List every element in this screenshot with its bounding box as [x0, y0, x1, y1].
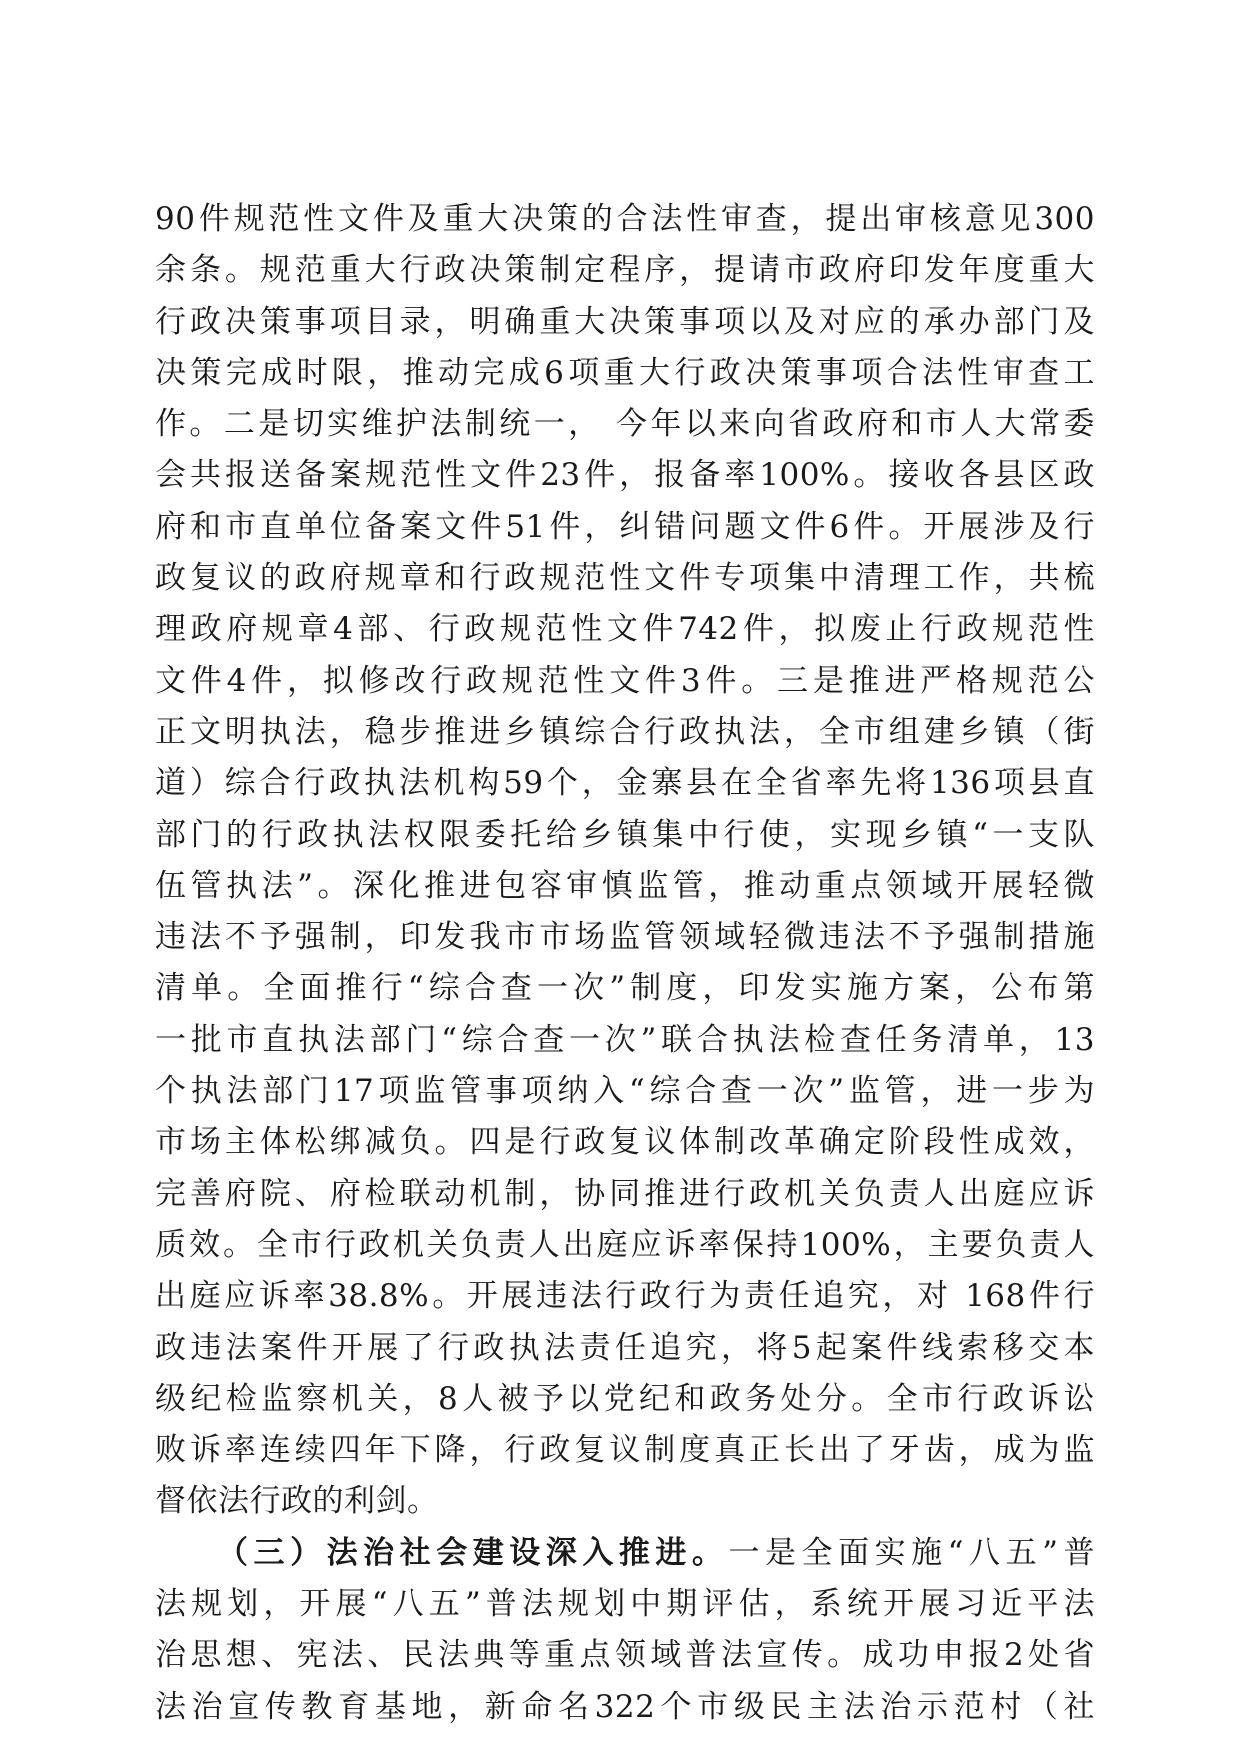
text-line: 会共报送备案规范性文件23件，报备率100%。接收各县区政: [155, 457, 1095, 494]
text-line: 部门的行政执法权限委托给乡镇集中行使，实现乡镇“一支队: [155, 816, 1095, 853]
text-line: 质效。全市行政机关负责人出庭应诉率保持100%，主要负责人: [155, 1226, 1095, 1263]
text-line: 完善府院、府检联动机制，协同推进行政机关负责人出庭应诉: [155, 1175, 1095, 1212]
text-line: 违法不予强制，印发我市市场监管领域轻微违法不予强制措施: [155, 919, 1095, 956]
text-line: 道）综合行政执法机构59个，金寨县在全省率先将136项县直: [155, 765, 1095, 802]
text-line: 法治宣传教育基地，新命名322个市级民主法治示范村（社: [155, 1688, 1095, 1725]
text-line: 出庭应诉率38.8%。开展违法行政行为责任追究，对 168件行: [155, 1278, 1095, 1315]
section-heading: （三）法治社会建设深入推进。: [217, 1534, 729, 1571]
text-fragment: 一是全面实施“八五”普: [728, 1534, 1095, 1571]
text-line: 督依法行政的利剑。: [155, 1483, 439, 1520]
text-line: 府和市直单位备案文件51件，纠错问题文件6件。开展涉及行: [155, 508, 1095, 545]
text-line: 政复议的政府规章和行政规范性文件专项集中清理工作，共梳: [155, 560, 1095, 597]
text-line: 文件4件，拟修改行政规范性文件3件。三是推进严格规范公: [155, 662, 1095, 699]
text-line: 法规划，开展“八五”普法规划中期评估，系统开展习近平法: [155, 1586, 1095, 1623]
text-line: 政违法案件开展了行政执法责任追究，将5起案件线索移交本: [155, 1329, 1095, 1366]
text-line: 理政府规章4部、行政规范性文件742件，拟废止行政规范性: [155, 611, 1095, 648]
text-line: 伍管执法”。深化推进包容审慎监管，推动重点领域开展轻微: [155, 867, 1095, 904]
text-line: 作。二是切实维护法制统一， 今年以来向省政府和市人大常委: [155, 406, 1095, 443]
text-line: 败诉率连续四年下降，行政复议制度真正长出了牙齿，成为监: [155, 1432, 1095, 1469]
text-line: 正文明执法，稳步推进乡镇综合行政执法，全市组建乡镇（街: [155, 713, 1095, 750]
text-line: 决策完成时限，推动完成6项重大行政决策事项合法性审查工: [155, 354, 1095, 391]
text-line: 个执法部门17项监管事项纳入“综合查一次”监管，进一步为: [155, 1073, 1095, 1110]
body-text: [155, 194, 1095, 1733]
text-line: 90件规范性文件及重大决策的合法性审查，提出审核意见300: [155, 201, 1095, 237]
text-line: 一批市直执法部门“综合查一次”联合执法检查任务清单，13: [155, 1021, 1095, 1058]
text-line: 余条。规范重大行政决策制定程序，提请市政府印发年度重大: [155, 252, 1095, 289]
text-line: 清单。全面推行“综合查一次”制度，印发实施方案，公布第: [155, 970, 1095, 1007]
text-line: 级纪检监察机关，8人被予以党纪和政务处分。全市行政诉讼: [155, 1380, 1095, 1417]
text-line: 行政决策事项目录，明确重大决策事项以及对应的承办部门及: [155, 303, 1095, 340]
text-line: 市场主体松绑减负。四是行政复议体制改革确定阶段性成效，: [155, 1124, 1095, 1161]
section-heading-line: [155, 1528, 1095, 1579]
text-line: 治思想、宪法、民法典等重点领域普法宣传。成功申报2处省: [155, 1637, 1095, 1674]
